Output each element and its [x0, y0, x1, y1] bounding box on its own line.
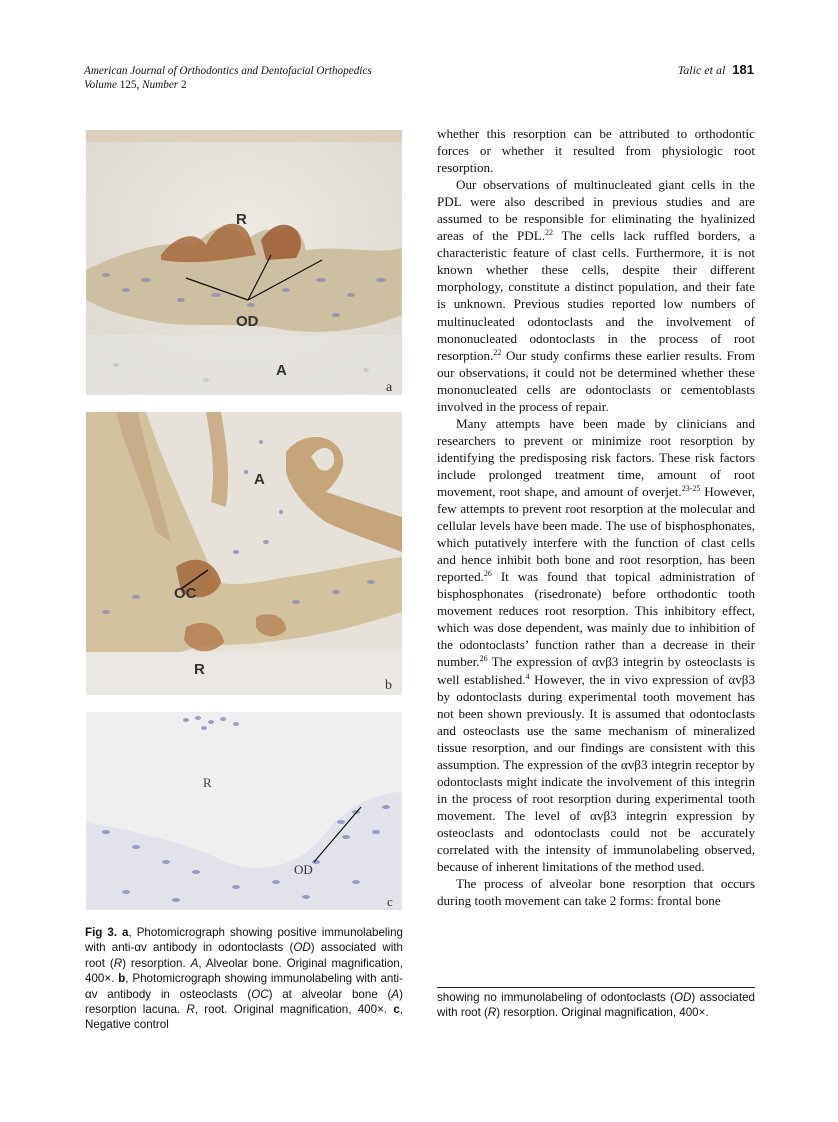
- panel-b-label-a: A: [254, 471, 265, 488]
- panel-c-label-od: OD: [294, 862, 313, 877]
- journal-title: American Journal of Orthodontics and Dentofacial Orthopedics: [84, 65, 372, 77]
- panel-b-label-oc: OC: [174, 585, 197, 602]
- panel-c-label-r: R: [203, 775, 212, 790]
- panel-a-label-r: R: [236, 211, 247, 228]
- running-header-journal: [84, 64, 504, 92]
- panel-a-label-a: A: [276, 362, 287, 379]
- figure-panel-c: [86, 712, 402, 910]
- panel-a-label-od: OD: [236, 313, 259, 330]
- running-header-page: [678, 62, 754, 78]
- caption-divider: [437, 987, 755, 988]
- micrograph-c: [86, 712, 402, 910]
- body-paragraph-3: Many attempts have been made by clinicians and researchers to prevent or minimize root resorption by identifying the predisposing risk factors. These risk factors include prolonged treatment time, amount of root movement, root shape, and amount of overjet.$^{23-25}$ However, few attempts to prevent root resorption at the molecular and cellular levels have been made. The use of bisphosphonates, which putatively interfere with the function of clast cells and hence inhibit both bone and root resorption, has been reported.$^{26}$ It was found that topical administration of bisphosphonates (risedronate) before orthodontic tooth movement reduces root resorption. This inhibitory effect, which was dose dependent, was mainly due to inhibition of the odontoclasts’ function rather than a decrease in their number.$^{26}$ The expression of αvβ3 integrin by osteoclasts is well established.$^4$ However, the in vivo expression of αvβ3 by odontoclasts during experimental tooth movement has not been shown previously. It is assumed that odontoclasts and osteoclasts use the same mechanism of mineralized tissue resorption, and our findings are consistent with this assumption. The expression of the αvβ3 integrin receptor by odontoclasts might indicate the involvement of this integrin in the process of root resorption during experimental tooth movement. The level of αvβ3 integrin expression by osteoclasts and odontoclasts could not be accurately correlated with the intensity of immunolabeling observed, because of inherent limitations of the method used.: [437, 415, 756, 875]
- figure-caption: Fig 3. a, Photomicrograph showing positive immunolabeling with anti-αv antibody in odontoclasts (OD) associated with root (R) resorption. A, Alveolar bone. Original magnification, 400×. b, Photomicrograph showing immunolabeling with anti-αv antibody in osteoclasts (OC) at alveolar bone (A) resorption lacuna. R, root. Original magnification, 400×. c, Negative control: [85, 926, 404, 1032]
- panel-b-corner-label: b: [385, 678, 392, 693]
- page-number: 181: [732, 62, 754, 77]
- figure-panel-a: [86, 130, 402, 395]
- journal-volume-line: Volume 125, Number 2: [84, 79, 187, 91]
- panel-b-label-r: R: [194, 661, 205, 678]
- body-paragraph-1: whether this resorption can be attributed to orthodontic forces or whether it resulted from physiologic root resorption.: [437, 126, 755, 176]
- panel-c-corner-label: c: [387, 894, 393, 909]
- figure-panel-b: [86, 412, 402, 695]
- body-paragraph-2: Our observations of multinucleated giant cells in the PDL were also described in previous studies and are assumed to be responsible for eliminating the hyalinized areas of the PDL.$^{22}$ The cells lack ruffled borders, a characteristic feature of clast cells. Furthermore, it is not known whether these cells, despite their different morphology, constitute a distinct population, and their fate is unknown. Previous studies reported low numbers of multinucleated odontoclasts and the involvement of mononucleated odontoclasts in the process of root resorption.$^{22}$ Our study confirms these earlier results. From our observations, it could not be determined whether these mononucleated cells are odontoclasts or cementoblasts involved in the process of repair.: [437, 177, 755, 414]
- figure-caption-continued: showing no immunolabeling of odontoclasts (OD) associated with root (R) resorption. Original magnification, 400×.: [437, 991, 755, 1020]
- body-paragraph-4: The process of alveolar bone resorption that occurs during tooth movement can take 2 forms: frontal bone: [437, 876, 755, 909]
- micrograph-a: [86, 130, 402, 395]
- micrograph-b: [86, 412, 402, 695]
- body-text-column: [437, 125, 755, 909]
- panel-a-corner-label: a: [386, 380, 393, 395]
- author-running-head: Talic et al: [677, 63, 726, 77]
